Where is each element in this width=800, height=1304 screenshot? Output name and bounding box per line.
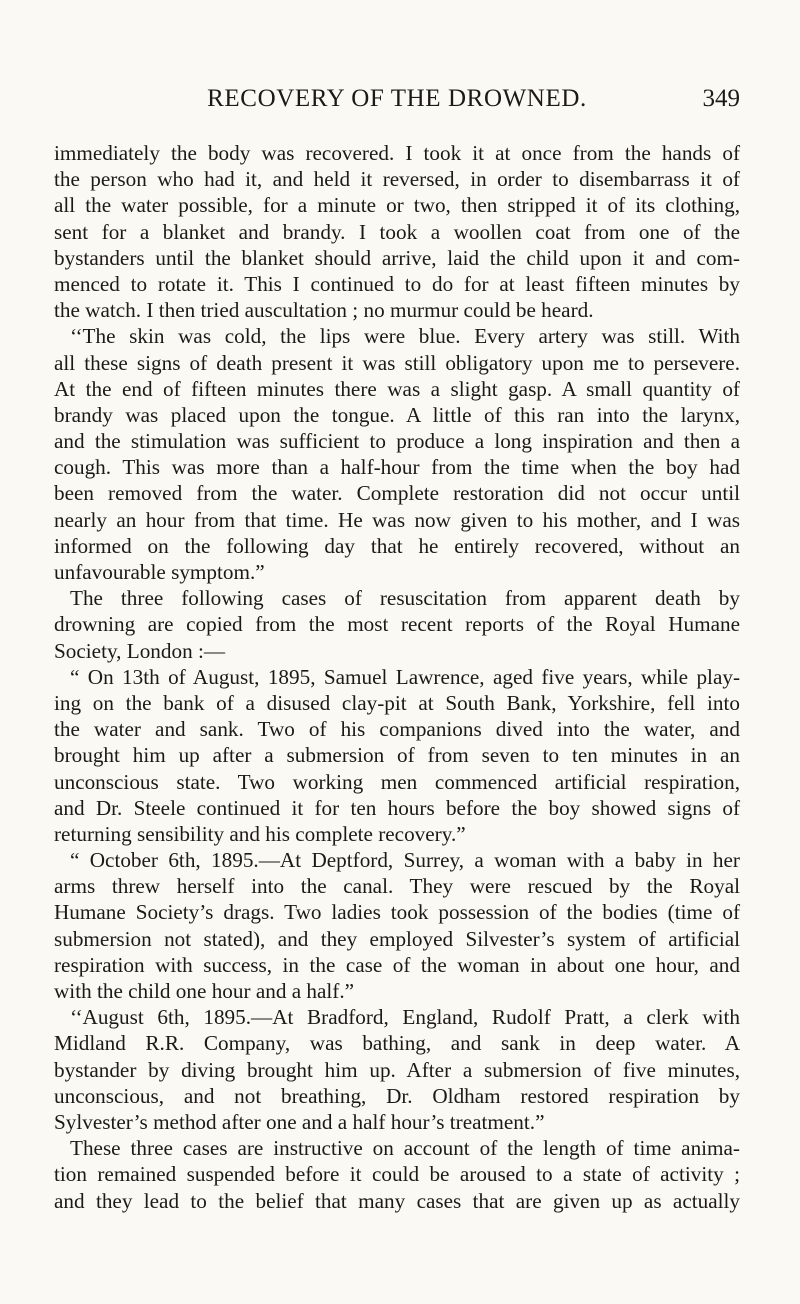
text-line: the water and sank. Two of his companions dived into the water, and (54, 717, 740, 742)
text-line: the person who had it, and held it reversed, in order to disembarrass it of (54, 167, 740, 192)
text-line: respiration with success, in the case of the woman in about one hour, and (54, 952, 740, 977)
text-line: and the stimulation was sufficient to produce a long inspiration and then a (54, 429, 740, 454)
text-line: unconscious, and not breathing, Dr. Oldham restored respiration by (54, 1083, 740, 1108)
text-line: ‘‘August 6th, 1895.—At Bradford, England, Rudolf Pratt, a clerk with (70, 1005, 740, 1030)
text-line: unfavourable symptom.” (54, 560, 265, 584)
text-line: submersion not stated), and they employed Silvester’s system of artificial (54, 926, 740, 951)
text-line: arms threw herself into the canal. They were rescued by the Royal (54, 874, 740, 899)
text-line: brandy was placed upon the tongue. A little of this ran into the larynx, (54, 402, 740, 427)
text-line: The three following cases of resuscitation from apparent death by (70, 586, 740, 611)
text-line: Midland R.R. Company, was bathing, and sank in deep water. A (54, 1031, 740, 1056)
text-line: drowning are copied from the most recent reports of the Royal Humane (54, 612, 740, 637)
text-line: been removed from the water. Complete restoration did not occur until (54, 481, 740, 506)
text-line: informed on the following day that he entirely recovered, without an (54, 533, 740, 558)
text-line: all these signs of death present it was still obligatory upon me to persevere. (54, 350, 740, 375)
text-line: nearly an hour from that time. He was now given to his mother, and I was (54, 507, 740, 532)
text-line: sent for a blanket and brandy. I took a woollen coat from one of the (54, 219, 740, 244)
text-line: ing on the bank of a disused clay-pit at South Bank, Yorkshire, fell into (54, 690, 740, 715)
text-line: “ On 13th of August, 1895, Samuel Lawrence, aged five years, while play- (70, 664, 740, 689)
text-line: with the child one hour and a half.” (54, 979, 355, 1003)
text-line: bystanders until the blanket should arrive, laid the child upon it and com- (54, 245, 740, 270)
text-line: the watch. I then tried auscultation ; no murmur could be heard. (54, 298, 594, 323)
text-line: returning sensibility and his complete recovery.” (54, 821, 466, 846)
text-line: brought him up after a submersion of from seven to ten minutes in an (54, 743, 740, 768)
running-title: RECOVERY OF THE DROWNED. (207, 85, 587, 112)
page-number: 349 (702, 85, 740, 112)
text-line: At the end of fifteen minutes there was a slight gasp. A small quantity of (54, 376, 740, 401)
text-line: “ October 6th, 1895.—At Deptford, Surrey, a woman with a baby in her (70, 848, 740, 873)
text-line: Society, London :— (54, 638, 226, 663)
body-text (54, 140, 740, 1214)
text-line: all the water possible, for a minute or two, then stripped it of its clothing, (54, 193, 740, 218)
text-line: tion remained suspended before it could be aroused to a state of activity ; (54, 1162, 740, 1187)
text-line: Sylvester’s method after one and a half hour’s treatment.” (54, 1109, 545, 1134)
text-line: ‘‘The skin was cold, the lips were blue. Every artery was still. With (70, 324, 740, 349)
text-line: and they lead to the belief that many cases that are given up as actually (54, 1188, 740, 1213)
text-line: immediately the body was recovered. I took it at once from the hands of (54, 141, 740, 165)
text-line: menced to rotate it. This I continued to do for at least fifteen minutes by (54, 271, 740, 296)
text-line: bystander by diving brought him up. After a submersion of five minutes, (54, 1057, 740, 1082)
page-header (54, 84, 740, 120)
text-line: Humane Society’s drags. Two ladies took possession of the bodies (time of (54, 900, 740, 925)
text-line: and Dr. Steele continued it for ten hours before the boy showed signs of (54, 795, 740, 820)
text-line: These three cases are instructive on account of the length of time anima- (70, 1136, 740, 1161)
text-line: cough. This was more than a half-hour from the time when the boy had (54, 455, 740, 480)
text-line: unconscious state. Two working men commenced artificial respiration, (54, 769, 740, 794)
